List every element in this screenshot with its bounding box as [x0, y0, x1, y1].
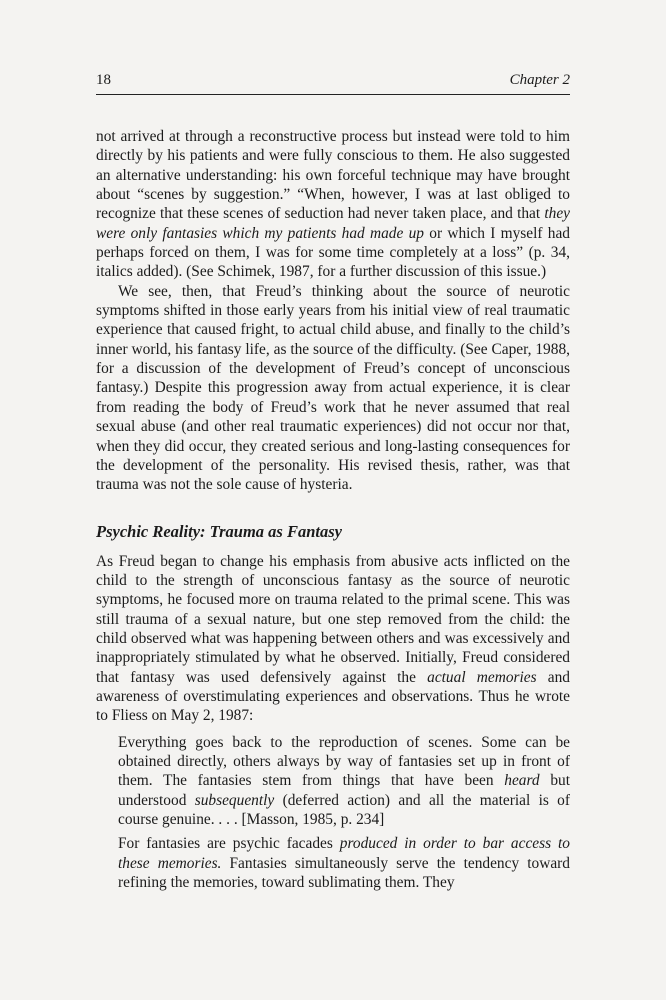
paragraph	[96, 552, 570, 726]
text-run: Fantasies simultaneously serve the tendency toward refining the memories, toward sublimating them. They	[118, 854, 570, 892]
block-quote	[118, 834, 570, 892]
block-quote	[118, 733, 570, 830]
paragraph	[96, 127, 570, 282]
text-run: and awareness of overstimulating experiences and observations. Thus he wrote to Fliess on May 2, 1987:	[96, 668, 570, 725]
chapter-label: Chapter 2	[509, 72, 570, 88]
section-heading: Psychic Reality: Trauma as Fantasy	[96, 521, 342, 541]
page-number: 18	[96, 72, 111, 88]
italic-text: heard	[504, 772, 540, 790]
paragraph	[96, 282, 570, 495]
text-run: As Freud began to change his emphasis from abusive acts inflicted on the child to the strength of unconscious fantasy as the source of neurotic symptoms, he focused more on trauma related to the primal scene. This was still trauma of a sexual nature, but one step removed from the child: the child observed what was happening between others and was excessively and inappropriately stimulated by what he observed. Initially, Freud considered that fantasy was used defensively against the	[96, 552, 570, 686]
running-header	[96, 70, 570, 95]
body-text	[96, 127, 570, 892]
text-run: Everything goes back to the reproduction of scenes. Some can be obtained directly, others always by way of fantasies set up in front of them. The fantasies stem from things that have been	[118, 733, 570, 790]
text-run: For fantasies are psychic facades	[118, 835, 340, 853]
italic-text: they were only fantasies which my patients had made up	[96, 205, 570, 242]
text-run: We see, then, that Freud’s thinking about the source of neurotic symptoms shifted in those early years from his initial view of real traumatic experience that caused fright, to actual child abuse, and finally to the child’s inner world, his fantasy life, as the source of the difficulty. (See Caper, 1988, for a discussion of the development of Freud’s concept of unconscious fantasy.) Despite this progression away from actual experience, it is clear from reading the body of Freud’s work that he never assumed that real sexual abuse (and other real traumatic experiences) did not occur nor that, when they did occur, they created serious and long-lasting consequences for the development of the personality. His revised thesis, rather, was that trauma was not the sole cause of hysteria.	[96, 282, 570, 494]
italic-text: actual memories	[427, 668, 537, 686]
italic-text: produced in order to bar access to these memories.	[118, 835, 570, 872]
text-run: or which I myself had perhaps forced on them, I was for some time completely at a loss” (p. 34, italics added). (See Schimek, 1987, for a further discussion of this issue.)	[96, 224, 570, 281]
text-run: (deferred action) and all the material is of course genuine. . . . [Masson, 1985, p. 234]	[118, 791, 570, 828]
text-run: but understood	[118, 772, 570, 809]
text-run: not arrived at through a reconstructive process but instead were told to him directly by his patients and were fully conscious to them. He also suggested an alternative understanding: his own forceful technique may have brought about “scenes by suggestion.” “When, however, I was at last obliged to recognize that these scenes of seduction had never taken place, and that	[96, 128, 570, 223]
italic-text: subsequently	[194, 791, 275, 809]
